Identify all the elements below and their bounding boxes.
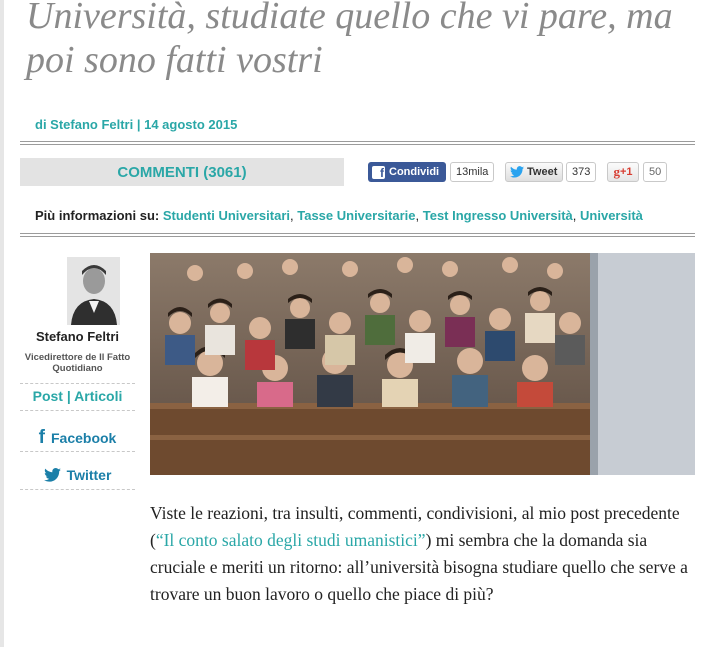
- article-byline: di Stefano Feltri | 14 agosto 2015: [35, 117, 238, 132]
- divider: [20, 451, 135, 453]
- facebook-icon: f: [38, 427, 45, 448]
- tag-link[interactable]: Studenti Universitari: [162, 208, 290, 223]
- tweet-label: Tweet: [527, 166, 558, 178]
- article-title: Università, studiate quello che vi pare, ma poi sono fatti vostri: [26, 0, 673, 81]
- tweet-count: 373: [566, 162, 596, 182]
- divider: [20, 233, 695, 234]
- author-twitter-link[interactable]: [20, 467, 135, 483]
- author-name: Stefano Feltri: [35, 329, 120, 344]
- divider: [20, 236, 695, 237]
- link-separator: |: [66, 388, 71, 404]
- author-photo: [67, 257, 120, 325]
- divider: [20, 489, 135, 491]
- divider: [20, 410, 135, 412]
- tag-link[interactable]: Test Ingresso Università: [422, 208, 573, 223]
- facebook-share-button[interactable]: [368, 162, 446, 182]
- tag-link[interactable]: Tasse Universitarie: [297, 208, 416, 223]
- tag-link[interactable]: Università: [580, 208, 643, 223]
- author-role: Vicedirettore de Il Fatto Quotidiano: [24, 352, 131, 374]
- comments-button[interactable]: COMMENTI (3061): [20, 158, 344, 186]
- more-info-label: Più informazioni su:: [35, 208, 160, 223]
- divider: [20, 383, 135, 385]
- facebook-icon: f: [372, 166, 385, 179]
- google-plus-icon: g: [613, 164, 620, 179]
- twitter-bird-icon: [510, 166, 524, 178]
- author-articles-link[interactable]: Articoli: [74, 388, 123, 404]
- page-left-border: [0, 0, 4, 647]
- article-body: [150, 500, 698, 608]
- google-plus-label: +1: [619, 166, 633, 178]
- more-info-bar: Più informazioni su: Studenti Universitari, Tasse Universitarie, Test Ingresso Università, Università: [35, 208, 643, 223]
- previous-post-link[interactable]: “Il conto salato degli studi umanistici”: [155, 530, 426, 550]
- tweet-button[interactable]: [505, 162, 563, 182]
- body-text-after: ) mi sembra che la domanda sia cruciale e meriti un ritorno: all’università bisogna studiare quello che serve a trovare un buon lavoro o quello che piace di più?: [150, 530, 688, 604]
- author-facebook-label: Facebook: [50, 430, 117, 446]
- divider: [20, 144, 695, 145]
- author-twitter-label: Twitter: [66, 467, 112, 483]
- body-text-before: Viste le reazioni, tra insulti, commenti, condivisioni, al mio post precedente (: [150, 503, 680, 550]
- twitter-bird-icon: [44, 468, 61, 482]
- author-post-link[interactable]: Post: [32, 388, 63, 404]
- lecture-hall-photo: [150, 253, 695, 475]
- article-photo: [150, 253, 695, 475]
- google-plus-button[interactable]: [607, 162, 639, 182]
- author-avatar[interactable]: [67, 257, 120, 325]
- author-facebook-link[interactable]: [20, 427, 135, 449]
- author-links: [20, 388, 135, 404]
- facebook-share-label: Condividi: [389, 166, 440, 178]
- facebook-share-count: 13mila: [450, 162, 494, 182]
- divider: [20, 141, 695, 142]
- google-plus-count: 50: [643, 162, 667, 182]
